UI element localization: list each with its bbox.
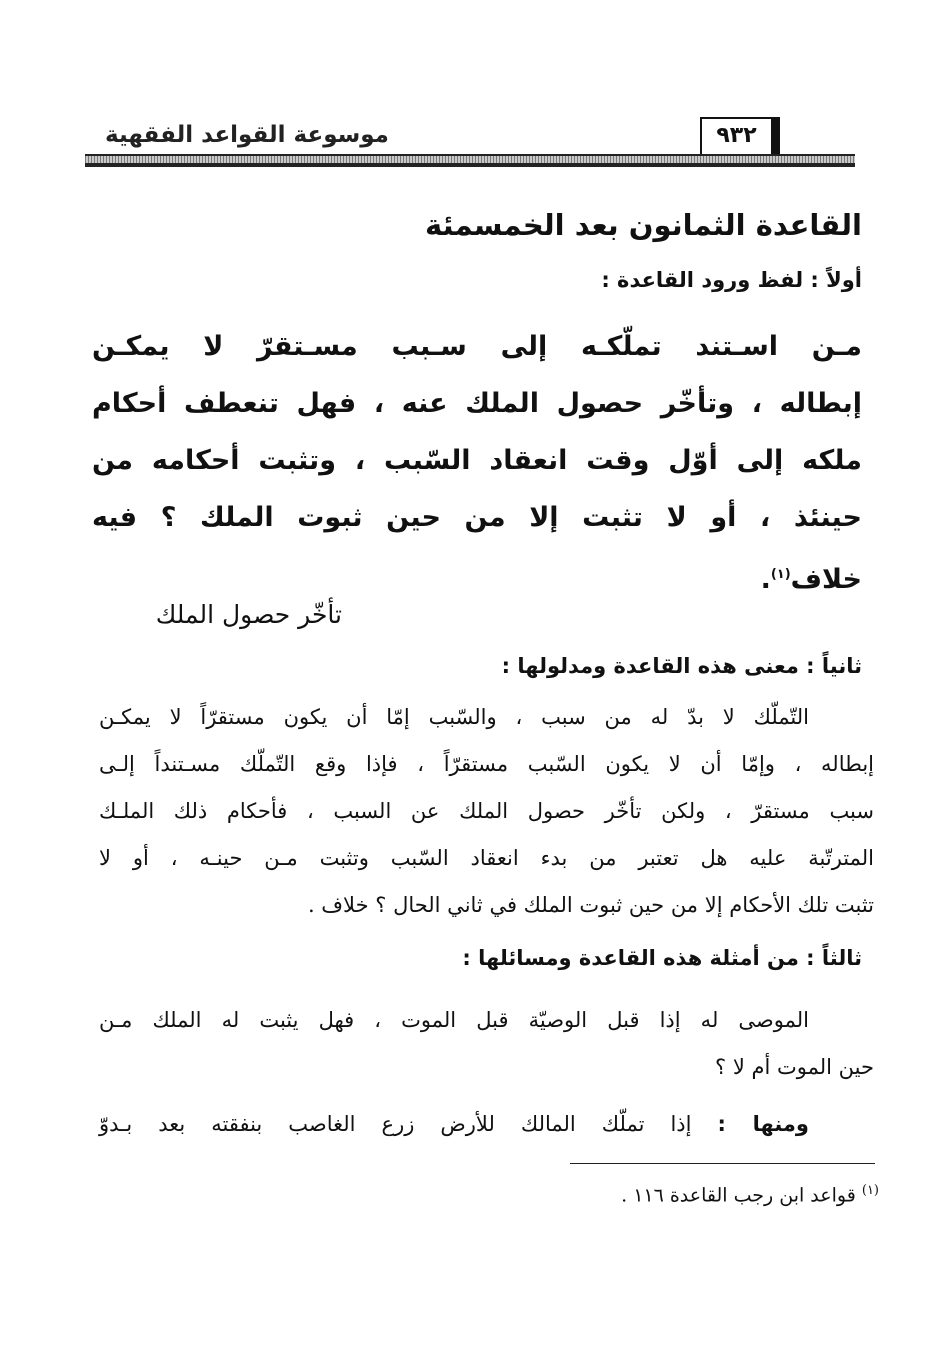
rule-line-4: حينئذ ، أو لا تثبت إلا من حين ثبوت الملك ؟ فيه [92, 502, 862, 533]
rule-line-1: مـن اسـتند تملّكـه إلى سـبب مسـتقرّ لا يمكـن [92, 331, 862, 362]
meaning-line-5: تثبت تلك الأحكام إلا من حين ثبوت الملك في ثاني الحال ؟ خلاف . [307, 893, 874, 917]
footnote-text: قواعد ابن رجب القاعدة ١١٦ . [621, 1184, 856, 1207]
example-2-paragraph [99, 1101, 874, 1148]
example-1-paragraph [99, 997, 874, 1091]
example-1-line-2: حين الموت أم لا ؟ [715, 1055, 874, 1079]
running-header-book-title: موسوعة القواعد الفقهية [105, 122, 389, 148]
header-rule [85, 154, 855, 167]
meaning-line-2: إبطاله ، وإمّا أن لا يكون السّبب مستقرّاً ، فإذا وقع التّملّك مسـتنداً إلـى [99, 752, 875, 776]
rule-line-5 [92, 546, 862, 608]
example-2-text: إذا تملّك المالك للأرض زرع الغاصب بنفقته بعد بـدوّ [99, 1112, 692, 1136]
meaning-line-4: المترتّبة عليه هل تعتبر من بدء انعقاد السّبب وتثبت مـن حينـه ، أو لا [99, 846, 874, 870]
example-2-line-1 [99, 1101, 874, 1148]
page-number-box [700, 117, 780, 157]
rule-line-3: ملكه إلى أوّل وقت انعقاد السّبب ، وتثبت أحكامه من [92, 445, 862, 476]
section-heading-third: ثالثاً : من أمثلة هذه القاعدة ومسائلها : [462, 946, 862, 970]
meaning-paragraph [99, 694, 874, 929]
section-heading-second: ثانياً : معنى هذه القاعدة ومدلولها : [501, 654, 862, 678]
example-2-lead: ومنها : [717, 1112, 809, 1136]
rule-line-5-text: خلاف [790, 564, 862, 595]
rule-title: القاعدة الثمانون بعد الخمسمئة [425, 208, 862, 242]
rule-end-mark: . [760, 564, 771, 595]
footnote-mark: (١) [861, 1183, 879, 1198]
footnote-reference[interactable]: (١) [770, 567, 791, 582]
marginal-note: تأخّر حصول الملك [155, 600, 342, 629]
footnote-separator [570, 1163, 875, 1164]
meaning-line-1: التّملّك لا بدّ له من سبب ، والسّبب إمّا أن يكون مستقرّاً لا يمكـن [99, 705, 809, 729]
footnote [621, 1183, 879, 1206]
section-heading-first: أولاً : لفظ ورود القاعدة : [601, 268, 862, 292]
meaning-line-3: سبب مستقرّ ، ولكن تأخّر حصول الملك عن السبب ، فأحكام ذلك الملـك [99, 799, 874, 823]
page-number: ٩٣٢ [716, 123, 757, 148]
example-1-line-1: الموصى له إذا قبل الوصيّة قبل الموت ، فهل يثبت له الملك مـن [99, 1008, 809, 1032]
rule-statement [92, 318, 862, 608]
rule-line-2: إبطاله ، وتأخّر حصول الملك عنه ، فهل تنعطف أحكام [92, 388, 862, 419]
